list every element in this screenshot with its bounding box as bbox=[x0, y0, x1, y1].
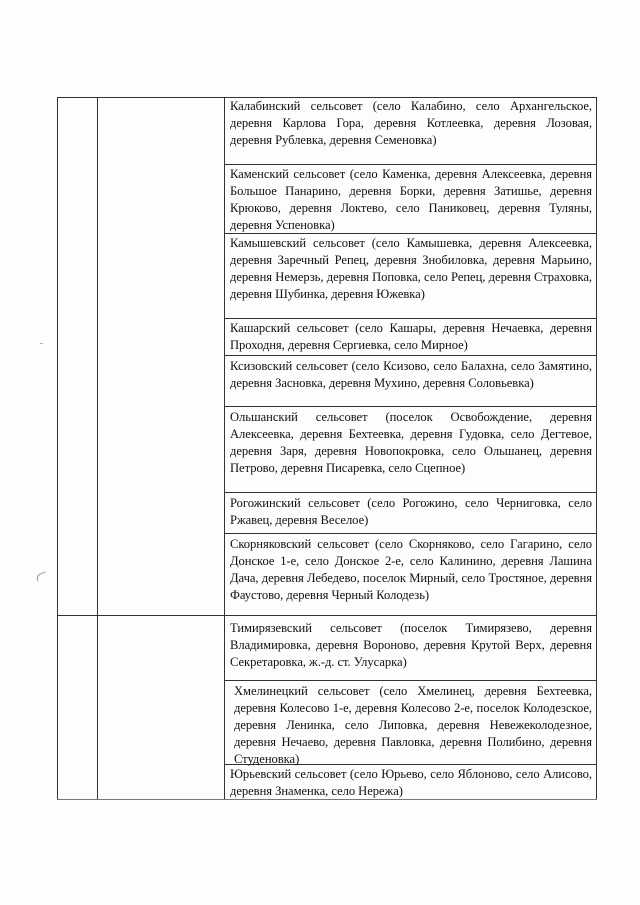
table-row-khmelinetsky: Хмелинецкий сельсовет (село Хмелинец, деревня Бехтеевка, деревня Колесово 1-е, деревня Колесово 2-е, поселок Колодезское, деревня Ленинка, село Липовка, деревня Невежеколодезное, деревня Нечаево, деревня Павловка, деревня Полибино, деревня Студеновка) bbox=[234, 684, 592, 766]
row-separator bbox=[224, 355, 597, 356]
row-separator bbox=[224, 318, 597, 319]
table-row-skornyakovsky: Скорняковский сельсовет (село Скорняково, село Гагарино, село Донское 1-е, село Донское 2-е, село Калинино, деревня Лашина Дача, деревня Лебедево, поселок Мирный, село Тростяное, деревня Фаустово, деревня Черный Колодезь) bbox=[230, 537, 592, 602]
table-row-kasharsky: Кашарский сельсовет (село Кашары, деревня Нечаевка, деревня Проходня, деревня Сергиевка, село Мирное) bbox=[230, 321, 592, 352]
row-separator bbox=[224, 406, 597, 407]
table-row-olshansky: Ольшанский сельсовет (поселок Освобождение, деревня Алексеевка, деревня Бехтеевка, деревня Гудовка, село Дегтевое, деревня Заря, деревня Новопокровка, село Ольшанец, деревня Петрово, деревня Писаревка, село Сцепное) bbox=[230, 410, 592, 475]
table-column-divider-2 bbox=[224, 97, 225, 799]
left-group-divider bbox=[57, 615, 225, 616]
table-row-kamyshevsky: Камышевский сельсовет (село Камышевка, деревня Алексеевка, деревня Заречный Репец, деревня Знобиловка, деревня Марьино, деревня Немерзь, деревня Поповка, село Репец, деревня Страховка, деревня Шубинка, деревня Южевка) bbox=[230, 236, 592, 301]
table-row-kalabinsky: Калабинский сельсовет (село Калабино, село Архангельское, деревня Карлова Гора, деревня Котлеевка, деревня Лозовая, деревня Рублевка, деревня Семеновка) bbox=[230, 99, 592, 147]
table-row-ksizovsky: Ксизовский сельсовет (село Ксизово, село Балахна, село Замятино, деревня Засновка, деревня Мухино, деревня Соловьевка) bbox=[230, 359, 592, 390]
table-right-border bbox=[596, 97, 597, 799]
row-separator bbox=[224, 533, 597, 534]
table-row-rogozhinsky: Рогожинский сельсовет (село Рогожино, село Черниговка, село Ржавец, деревня Веселое) bbox=[230, 496, 592, 527]
row-separator bbox=[224, 492, 597, 493]
table-left-border bbox=[57, 97, 58, 799]
row-separator bbox=[224, 615, 597, 616]
table-row-yuryevsky: Юрьевский сельсовет (село Юрьево, село Яблоново, село Алисово, деревня Знаменка, село Нережа) bbox=[230, 767, 592, 798]
scan-artifact bbox=[40, 343, 43, 344]
table-row-timiryazevsky: Тимирязевский сельсовет (поселок Тимирязево, деревня Владимировка, деревня Вороново, деревня Крутой Верх, деревня Секретаровка, ж.-д. ст. Улусарка) bbox=[230, 621, 592, 669]
row-separator bbox=[224, 680, 597, 681]
table-column-divider-1 bbox=[97, 97, 98, 799]
row-separator bbox=[224, 164, 597, 165]
scan-artifact bbox=[35, 571, 48, 581]
table-row-kamensky: Каменский сельсовет (село Каменка, деревня Алексеевка, деревня Большое Панарино, деревня Борки, деревня Затишье, деревня Крюково, деревня Локтево, село Паниковец, деревня Туляны, деревня Успеновка) bbox=[230, 167, 592, 232]
